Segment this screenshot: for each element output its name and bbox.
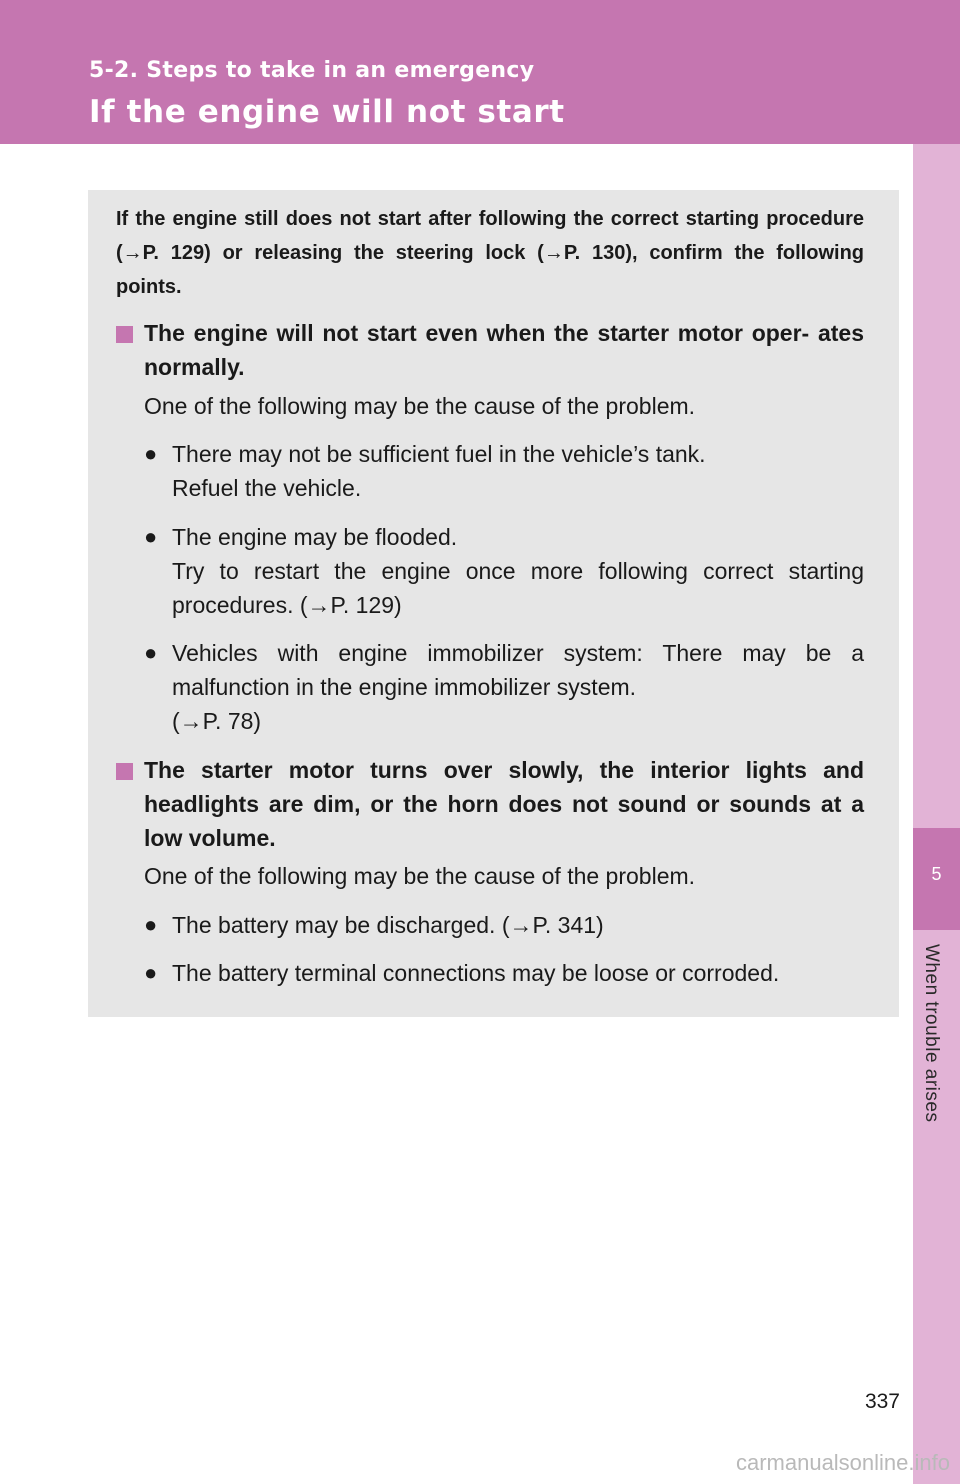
list-item <box>144 437 864 505</box>
list-item-line: (→P. 78) <box>172 708 262 734</box>
page-number: 337 <box>864 1390 900 1413</box>
square-bullet-icon <box>116 763 133 780</box>
list-item-line: The battery terminal connections may be loose or corroded. <box>172 960 780 986</box>
list-item-line: Vehicles with engine immobilizer system: There may be a malfunction in the engine immobilizer system. <box>172 640 864 700</box>
filled-circle-icon: ● <box>144 441 158 466</box>
page-header <box>0 0 960 144</box>
list-item-line: Refuel the vehicle. <box>172 475 362 501</box>
list-item-line: Try to restart the engine once more following correct starting procedures. (→P. 129) <box>172 558 864 618</box>
list-item-line: The battery may be discharged. (→P. 341) <box>172 912 604 938</box>
section-heading-1 <box>116 316 864 384</box>
list-item <box>144 908 864 942</box>
filled-circle-icon: ● <box>144 640 158 665</box>
section-lead-2: One of the following may be the cause of the problem. <box>144 863 696 889</box>
watermark: carmanualsonline.info <box>735 1450 950 1475</box>
list-item <box>144 636 864 738</box>
section-heading-text: The engine will not start even when the starter motor oper- ates normally. <box>144 320 864 380</box>
chapter-tab-number: 5 <box>931 864 942 884</box>
section-lead-1: One of the following may be the cause of the problem. <box>144 393 696 419</box>
filled-circle-icon: ● <box>144 912 158 937</box>
list-item-line: There may not be sufficient fuel in the vehicle’s tank. <box>172 441 706 467</box>
section-heading-text: The starter motor turns over slowly, the interior lights and headlights are dim, or the horn does not sound or sounds at a low volume. <box>144 757 864 851</box>
square-bullet-icon <box>116 326 133 343</box>
page-title: If the engine will not start <box>89 94 565 130</box>
list-item <box>144 520 864 622</box>
side-strip <box>913 144 960 1484</box>
section-heading-2 <box>116 753 864 855</box>
chapter-tab-label: When trouble arises <box>921 944 942 1123</box>
list-item <box>144 956 864 990</box>
list-item-line: The engine may be flooded. <box>172 524 458 550</box>
filled-circle-icon: ● <box>144 524 158 549</box>
section-subtitle: 5-2. Steps to take in an emergency <box>89 58 535 83</box>
intro-paragraph: If the engine still does not start after following the correct starting procedure (→P. 129) or releasing the steering lock (→P. 130), confirm the following points. <box>116 208 864 298</box>
filled-circle-icon: ● <box>144 960 158 985</box>
